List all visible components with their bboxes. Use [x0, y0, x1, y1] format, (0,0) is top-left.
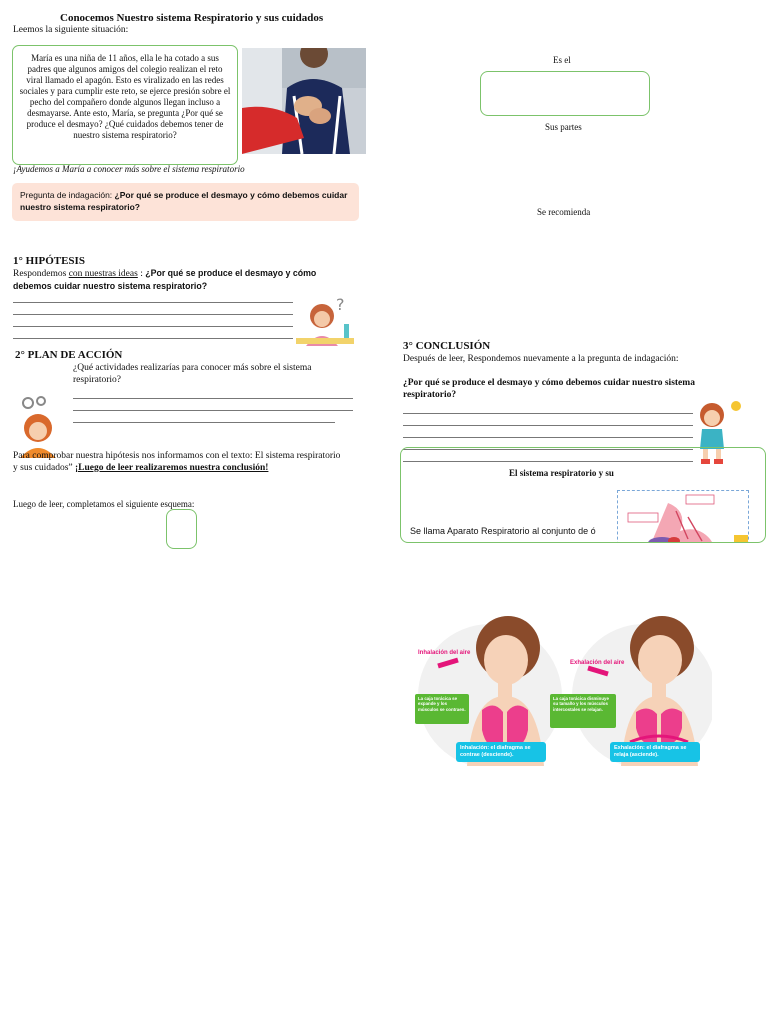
answer-line[interactable]: [403, 413, 693, 414]
svg-text:?: ?: [336, 295, 345, 314]
plan-question: ¿Qué actividades realizarías para conocer más sobre el sistema respiratorio?: [73, 363, 312, 385]
respiratory-system-image: [617, 490, 749, 543]
inquiry-label: Pregunta de indagación:: [20, 190, 115, 200]
breathing-diagram: [412, 600, 712, 766]
hypothesis-sep: :: [137, 269, 146, 279]
hypothesis-heading: 1° HIPÓTESIS: [13, 255, 85, 267]
inhale-diaphragm-label: Inhalación: el diafragma se contrae (desciende).: [456, 742, 546, 762]
plan-text-a: Para comprobar nuestra hipótesis nos informamos con el texto: El sistema respiratorio y sus cuidados”: [13, 451, 341, 473]
story-box: [12, 45, 238, 165]
hypothesis-underlined: con nuestras ideas: [68, 269, 138, 279]
exhale-chest-label: La caja torácica disminuye su tamaño y los músculos intercostales se relajan.: [550, 694, 616, 728]
girl-gears-illustration: [14, 394, 64, 458]
story-text: María es una niña de 11 años, ella le ha cotado a sus padres que algunos amigos del colegio realizan el reto viral llamado el apagón. Esto es viralizado en las redes sociales y para cumplir este reto, se ejerce presión sobre el pecho del compañero donde algunos llegan incluso a desmayarse. Ante esto, María, se pregunta ¿Por qué se produce el desmayo? ¿Qué cuidados debemos tener de nuestro sistema respiratorio?: [19, 53, 231, 140]
exhale-diaphragm-label: Exhalación: el diafragma se relaja (asciende).: [610, 742, 700, 762]
answer-line[interactable]: [403, 437, 693, 438]
thinking-girl-illustration: [296, 294, 356, 346]
answer-line[interactable]: [13, 302, 293, 303]
plan-text-b: ¡Luego de leer realizaremos nuestra conclusión!: [75, 462, 269, 473]
inhale-title: Inhalación del aire: [418, 650, 471, 656]
help-text: ¡Ayudemos a María a conocer más sobre el sistema respiratorio: [13, 164, 245, 174]
answer-line[interactable]: [13, 338, 293, 339]
plan-heading: 2° PLAN DE ACCIÓN: [15, 349, 123, 361]
recomienda-label: Se recomienda: [537, 207, 591, 217]
hypothesis-question: ¿Por qué se produce el desmayo y cómo debemos cuidar nuestro sistema respiratorio?: [13, 268, 317, 291]
inhale-chest-label: La caja torácica se expande y los músculos se contraen.: [415, 694, 469, 724]
conclusion-question: ¿Por qué se produce el desmayo y cómo debemos cuidar nuestro sistema respiratorio?: [403, 378, 695, 400]
es-el-box[interactable]: [480, 71, 650, 116]
answer-line[interactable]: [13, 326, 293, 327]
answer-line[interactable]: [13, 314, 293, 315]
plan-text: [13, 451, 343, 474]
answer-line[interactable]: [73, 422, 335, 423]
sus-partes-label: Sus partes: [545, 122, 582, 132]
story-photo: [242, 48, 366, 154]
es-el-label: Es el: [553, 55, 571, 65]
intro-text: Leemos la siguiente situación:: [13, 25, 129, 35]
scheme-text: Luego de leer, completamos el siguiente esquema:: [13, 499, 195, 509]
conclusion-heading: 3° CONCLUSIÓN: [403, 340, 491, 352]
answer-line[interactable]: [403, 425, 693, 426]
exhale-title: Exhalación del aire: [570, 660, 625, 666]
reading-box: [400, 447, 766, 543]
answer-line[interactable]: [73, 410, 353, 411]
scheme-box[interactable]: [166, 509, 197, 549]
inquiry-box: [12, 183, 359, 221]
hypothesis-lead: Respondemos: [13, 269, 69, 279]
reading-title: El sistema respiratorio y su: [509, 468, 614, 478]
reading-text: Se llama Aparato Respiratorio al conjunto de ó: [410, 526, 596, 536]
page-title: Conocemos Nuestro sistema Respiratorio y sus cuidados: [60, 12, 324, 24]
hypothesis-text: [13, 268, 333, 293]
conclusion-text: Después de leer, Respondemos nuevamente a la pregunta de indagación:: [403, 354, 679, 364]
inquiry-question: ¿Por qué se produce el desmayo y cómo debemos cuidar nuestro sistema respiratorio?: [20, 190, 348, 212]
answer-line[interactable]: [73, 398, 353, 399]
